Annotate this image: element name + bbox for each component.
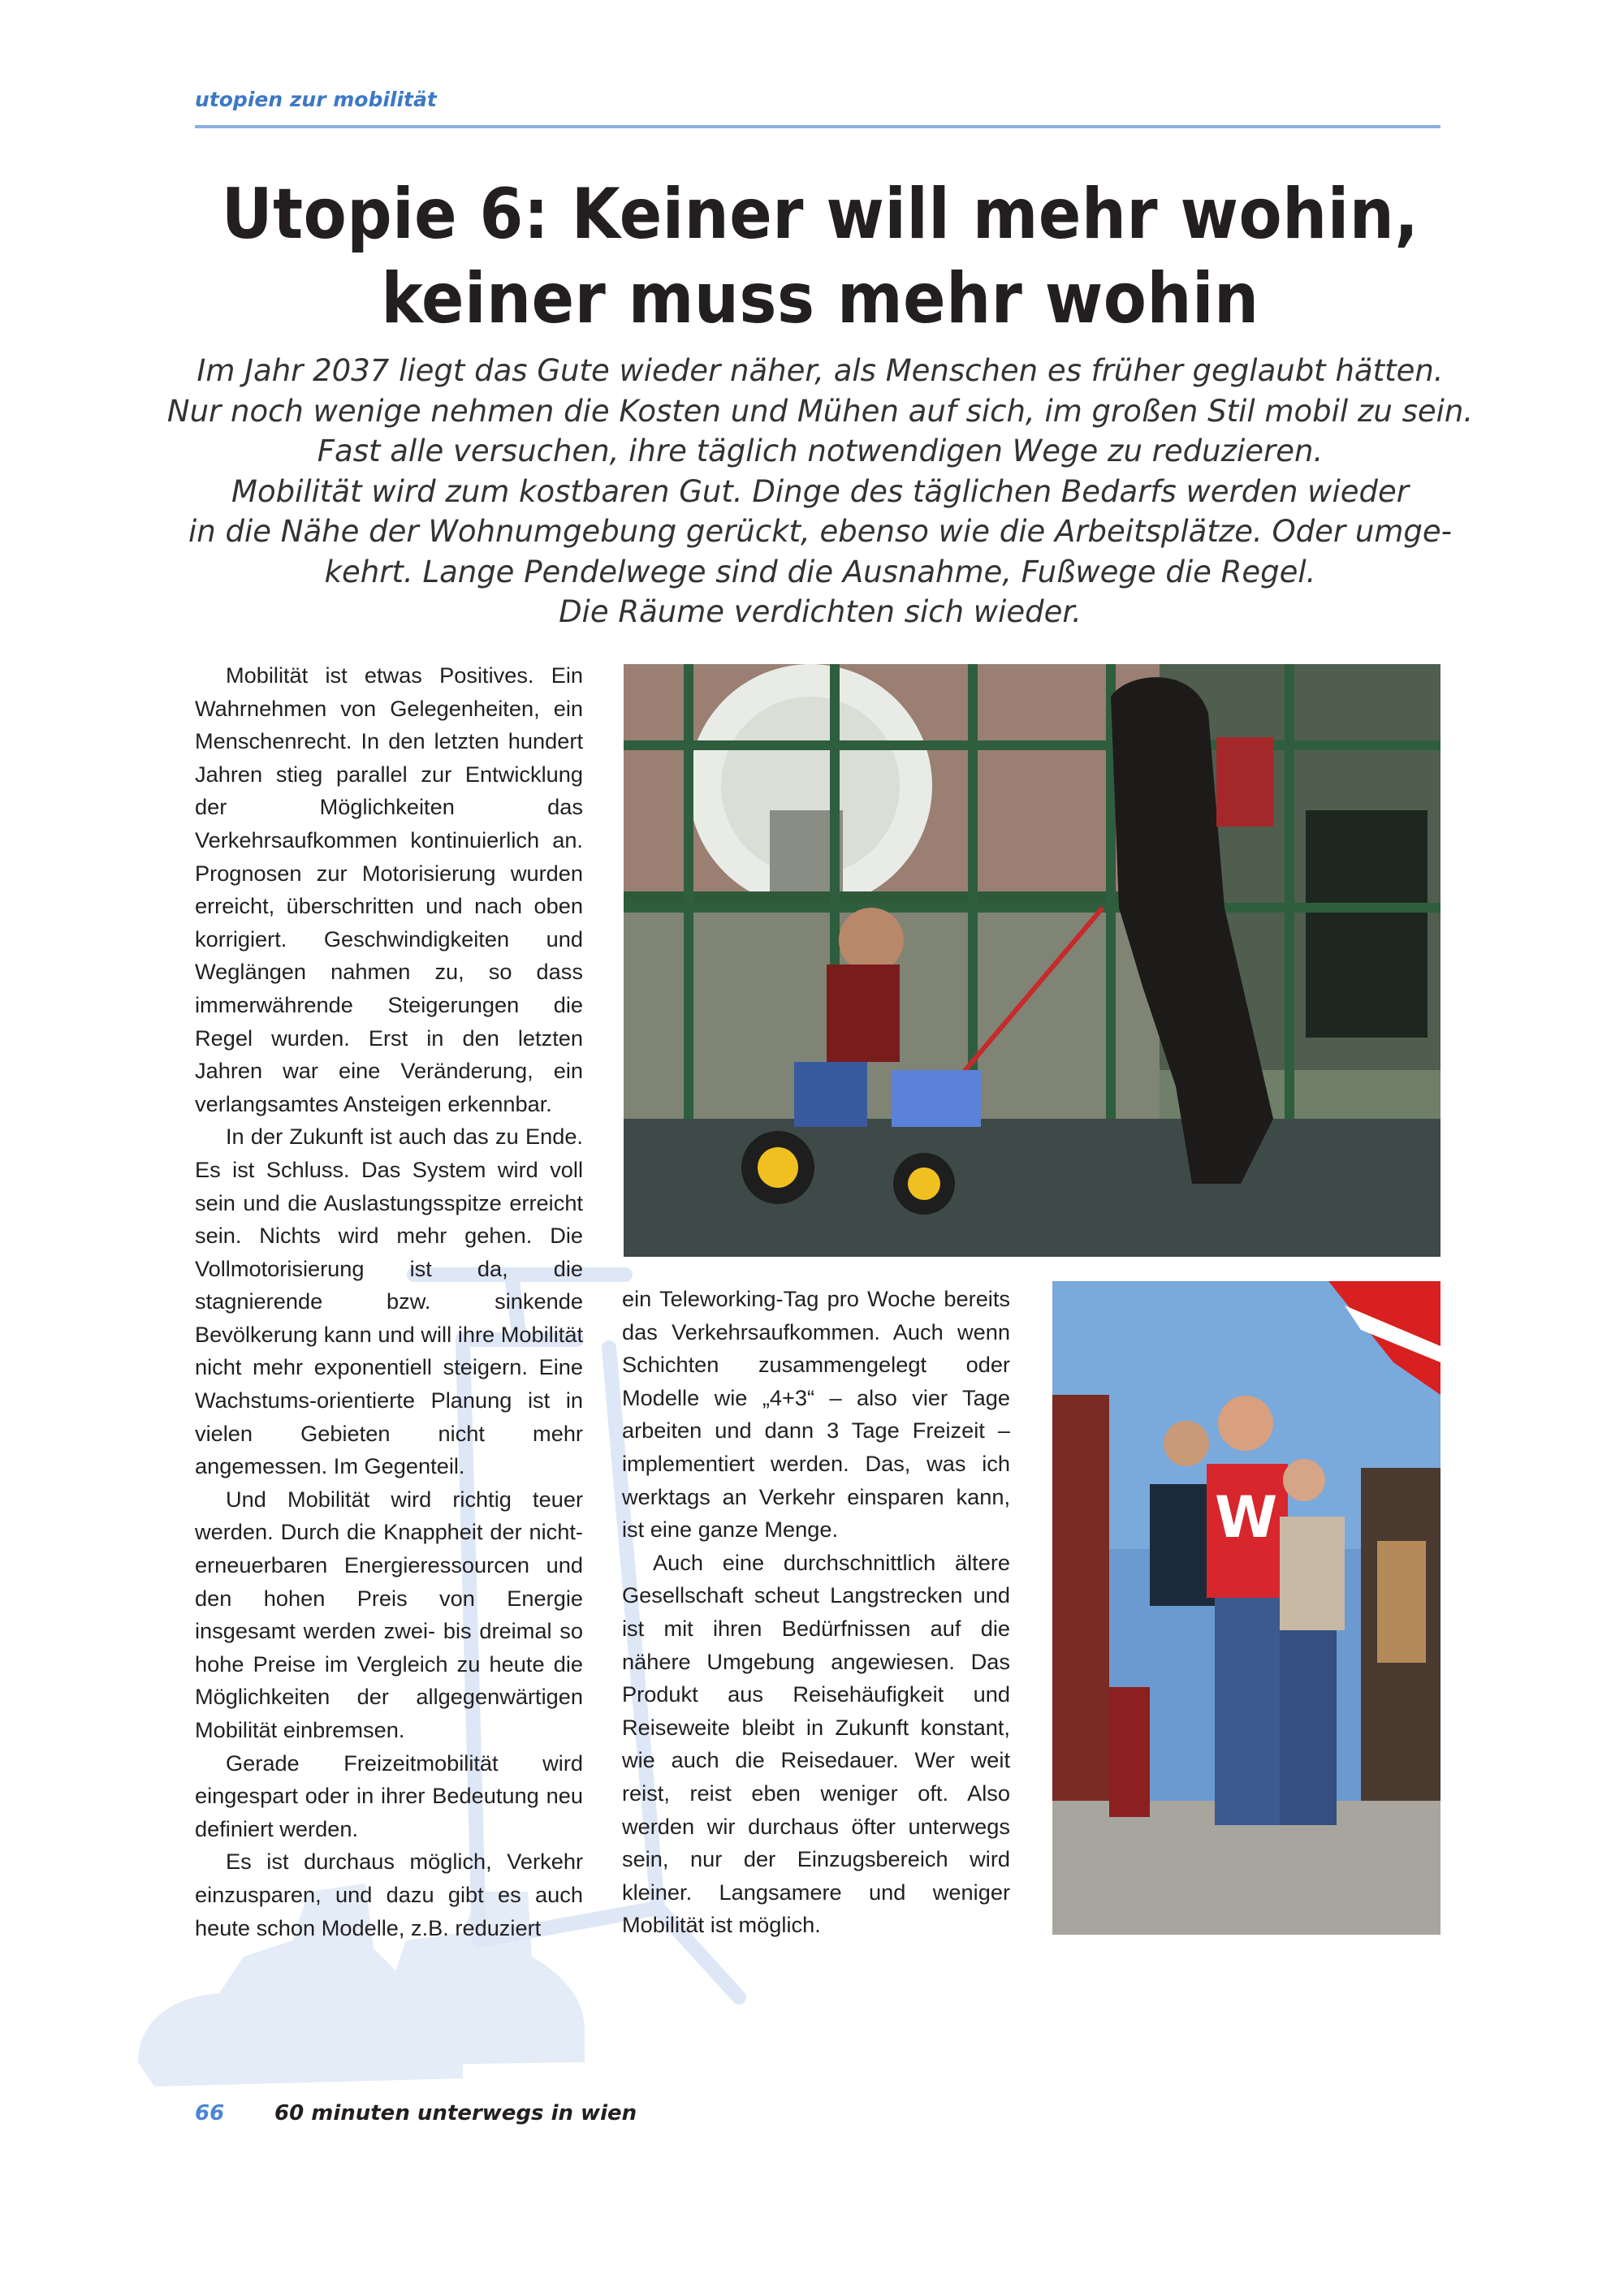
lead-line: Die Räume verdichten sich wieder. [559,594,1082,629]
body-paragraph: Und Mobilität wird richtig teuer werden. Durch die Knappheit der nicht-erneuerbaren Energieressourcen und den hohen Preis von Energie insgesamt werden zwei- bis dreimal so hohe Preise im Vergleich zu heute die Möglichkeiten der allgegenwärtigen Mobilität einbremsen. [195,1486,583,1742]
svg-text:W: W [1215,1484,1278,1551]
title-line: Utopie 6: Keiner will mehr wohin, [221,174,1419,255]
article-lead [146,351,1494,632]
publication-title: 60 minuten unterwegs in wien [274,2101,637,2126]
page-number: 66 [195,2101,225,2126]
photo-child-tricycle [624,664,1440,1257]
body-paragraph: In der Zukunft ist auch das zu Ende. Es ist Schluss. Das System wird voll sein und die Auslastungsspitze erreicht sein. Nichts wird mehr gehen. Die Vollmotorisierung ist da, die stagnierende bzw. sinkende Bevölkerung kann und will ihre Mobilität nicht mehr exponentiell steigern. Eine Wachstums-orientierte Planung ist in vielen Gebieten nicht mehr angemessen. Im Gegenteil. [195,1124,583,1479]
body-paragraph: Es ist durchaus möglich, Verkehr einzusparen, und dazu gibt es auch heute schon Modelle, z.B. reduziert [195,1849,583,1940]
lead-line: Fast alle versuchen, ihre täglich notwendigen Wege zu reduzieren. [317,434,1324,468]
photo-pedestrians-street [1052,1281,1440,1935]
body-paragraph: Gerade Freizeitmobilität wird eingespart oder in ihrer Bedeutung neu definiert werden. [195,1750,583,1841]
body-paragraph: Auch eine durchschnittlich ältere Gesellschaft scheut Langstrecken und ist mit ihren Bedürfnissen auf die nähere Umgebung angewiesen. Das Produkt aus Reisehäufigkeit und Reiseweite bleibt in Zukunft konstant, wie auch die Reisedauer. Wer weit reist, reist eben weniger oft. Also werden wir durchaus öfter unterwegs sein, nur der Einzugsbereich wird kleiner. Langsamere und weniger Mobilität ist möglich. [622,1549,1010,1938]
article-title [146,172,1494,341]
lead-line: Im Jahr 2037 liegt das Gute wieder näher, als Menschen es früher geglaubt hätten. [197,353,1444,388]
body-paragraph: Mobilität ist etwas Positives. Ein Wahrnehmen von Gelegenheiten, ein Menschenrecht. In den letzten hundert Jahren stieg parallel zur Entwicklung der Möglichkeiten das Verkehrsaufkommen kontinuierlich an. Prognosen zur Motorisierung wurden erreicht, überschritten und nach oben korrigiert. Geschwindigkeiten und Weglängen nahmen zu, so dass immerwährende Steigerungen die Regel wurden. Erst in den letzten Jahren war eine Veränderung, ein verlangsamtes Ansteigen erkennbar. [195,662,583,1116]
lead-line: Nur noch wenige nehmen die Kosten und Mühen auf sich, im großen Stil mobil zu sein. [166,393,1474,429]
body-column-1 [195,659,583,1944]
lead-line: Mobilität wird zum kostbaren Gut. Dinge des täglichen Bedarfs werden wieder [231,473,1409,509]
header-rule [195,125,1440,128]
lead-line: in die Nähe der Wohnumgebung gerückt, ebenso wie die Arbeitsplätze. Oder umge- [188,514,1452,549]
body-column-2 [622,1283,1010,1942]
lead-line: kehrt. Lange Pendelwege sind die Ausnahme, Fußwege die Regel. [324,554,1316,589]
title-line: keiner muss mehr wohin [381,258,1259,339]
body-paragraph: ein Teleworking-Tag pro Woche bereits das Verkehrsaufkommen. Auch wenn Schichten zusammengelegt oder Modelle wie „4+3“ – also vier Tage arbeiten und dann 3 Tage Freizeit – implementiert werden. Das, was ich werktags an Verkehr einsparen kann, ist eine ganze Menge. [622,1286,1010,1543]
running-head: utopien zur mobilität [195,88,437,111]
